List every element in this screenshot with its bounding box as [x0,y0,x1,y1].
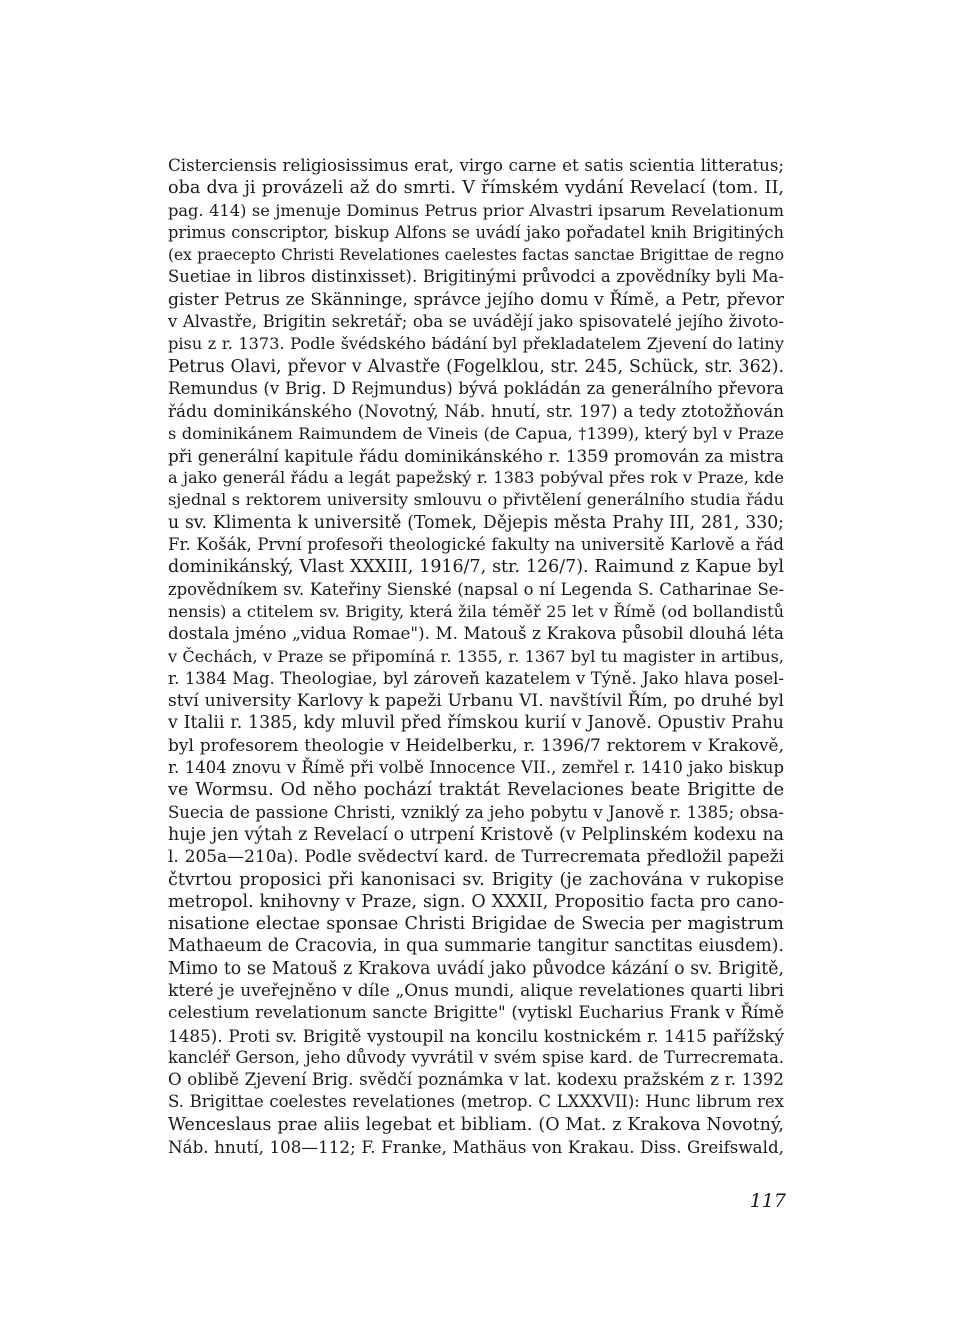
text-line: l. 205a—210a). Podle svědectví kard. de Turrecremata předložil papeži [168,847,784,868]
text-line: pag. 414) se jmenuje Dominus Petrus prior Alvastri ipsarum Revelationum [168,200,784,220]
text-line: Wenceslaus prae aliis legebat et bibliam. (O Mat. z Krakova Novotný, [168,1114,784,1135]
body-text [168,155,784,1158]
text-line: primus conscriptor, biskup Alfons se uvádí jako pořadatel knih Brigitiných [168,222,784,242]
text-line: v Alvastře, Brigitin sekretář; oba se uvádějí jako spisovatelé jejího životo- [168,312,784,332]
text-line: dostala jméno „vidua Romae"). M. Matouš z Krakova působil dlouhá léta [168,624,784,644]
text-line: a jako generál řádu a legát papežský r. 1383 pobýval přes rok v Praze, kde [168,468,784,488]
text-line: které je uveřejněno v díle „Onus mundi, alique revelationes quarti libri [168,980,784,1001]
text-line: Petrus Olavi, převor v Alvastře (Fogelklou, str. 245, Schück, str. 362). [168,356,784,377]
text-line: metropol. knihovny v Praze, sign. O XXXII, Propositio facta pro cano- [168,891,784,912]
text-line: u sv. Klimenta k universitě (Tomek, Dějepis města Prahy III, 281, 330; [168,512,784,533]
text-line: S. Brigittae coelestes revelationes (metrop. C LXXXVII): Hunc librum rex [168,1092,784,1112]
text-line: Mimo to se Matouš z Krakova uvádí jako původce kázání o sv. Brigitě, [168,958,784,979]
text-line: huje jen výtah z Revelací o utrpení Kristově (v Pelplinském kodexu na [168,824,784,845]
text-line: Cisterciensis religiosissimus erat, virgo carne et satis scientia litteratus; [168,156,784,175]
page-number: 117 [749,1190,786,1212]
text-line: oba dva ji provázeli až do smrti. V římském vydání Revelací (tom. II, [168,178,784,199]
text-line: byl profesorem theologie v Heidelberku, r. 1396/7 rektorem v Krakově, [168,735,784,756]
text-line: řádu dominikánského (Novotný, Náb. hnutí, str. 197) a tedy ztotožňován [168,401,784,422]
text-line: dominikánský, Vlast XXXIII, 1916/7, str. 126/7). Raimund z Kapue byl [168,557,784,578]
text-line: Suecia de passione Christi, vzniklý za jeho pobytu v Janově r. 1385; obsa- [168,802,784,822]
text-line: celestium revelationum sancte Brigitte" (vytiskl Eucharius Frank v Římě [168,1003,784,1023]
text-line: 1485). Proti sv. Brigitě vystoupil na koncilu kostnickém r. 1415 pařížský [168,1025,784,1046]
text-line: Suetiae in libros distinxisset). Brigitinými průvodci a zpovědníky byli Ma- [168,267,784,287]
text-line: nensis) a ctitelem sv. Brigity, která žila téměř 25 let v Římě (od bollandistů [168,601,784,621]
text-line: (ex praecepto Christi Revelationes caelestes factas sanctae Brigittae de regno [168,246,784,265]
text-line: při generální kapitule řádu dominikánského r. 1359 promován za mistra [168,445,784,466]
text-line: sjednal s rektorem university smlouvu o přivtělení generálního studia řádu [168,490,784,510]
text-line: pisu z r. 1373. Podle švédského bádání byl překladatelem Zjevení do latiny [168,334,784,354]
text-line: nisatione electae sponsae Christi Brigidae de Swecia per magistrum [168,914,784,935]
text-line: r. 1404 znovu v Římě při volbě Innocence VII., zemřel r. 1410 jako biskup [168,758,784,778]
text-line: s dominikánem Raimundem de Vineis (de Capua, †1399), který byl v Praze [168,423,784,443]
text-line: ve Wormsu. Od něho pochází traktát Revelaciones beate Brigitte de [168,780,784,801]
text-line: Náb. hnutí, 108—112; F. Franke, Mathäus von Krakau. Diss. Greifswald, [168,1137,784,1158]
text-line: kancléř Gerson, jeho důvody vyvrátil v svém spise kard. de Turrecremata. [168,1047,784,1067]
text-line: čtvrtou proposici při kanonisaci sv. Brigity (je zachována v rukopise [168,869,784,890]
text-line: Remundus (v Brig. D Rejmundus) bývá pokládán za generálního převora [168,378,784,398]
text-line: v Italii r. 1385, kdy mluvil před římskou kurií v Janově. Opustiv Prahu [168,713,784,734]
text-line: v Čechách, v Praze se připomíná r. 1355, r. 1367 byl tu magister in artibus, [168,646,784,666]
text-line: r. 1384 Mag. Theologiae, byl zároveň kazatelem v Týně. Jako hlava posel- [168,668,784,688]
text-line: Fr. Košák, První profesoři theologické fakulty na universitě Karlově a řád [168,535,784,555]
text-line: O oblibě Zjevení Brig. svědčí poznámka v lat. kodexu pražském z r. 1392 [168,1070,784,1090]
text-line: gister Petrus ze Skänninge, správce jejího domu v Římě, a Petr, převor [168,289,784,310]
text-line: Mathaeum de Cracovia, in qua summarie tangitur sanctitas eiusdem). [168,936,784,957]
text-line: zpovědníkem sv. Kateřiny Sienské (napsal o ní Legenda S. Catharinae Se- [168,579,784,599]
text-line: ství university Karlovy k papeži Urbanu VI. navštívil Řím, po druhé byl [168,691,784,712]
